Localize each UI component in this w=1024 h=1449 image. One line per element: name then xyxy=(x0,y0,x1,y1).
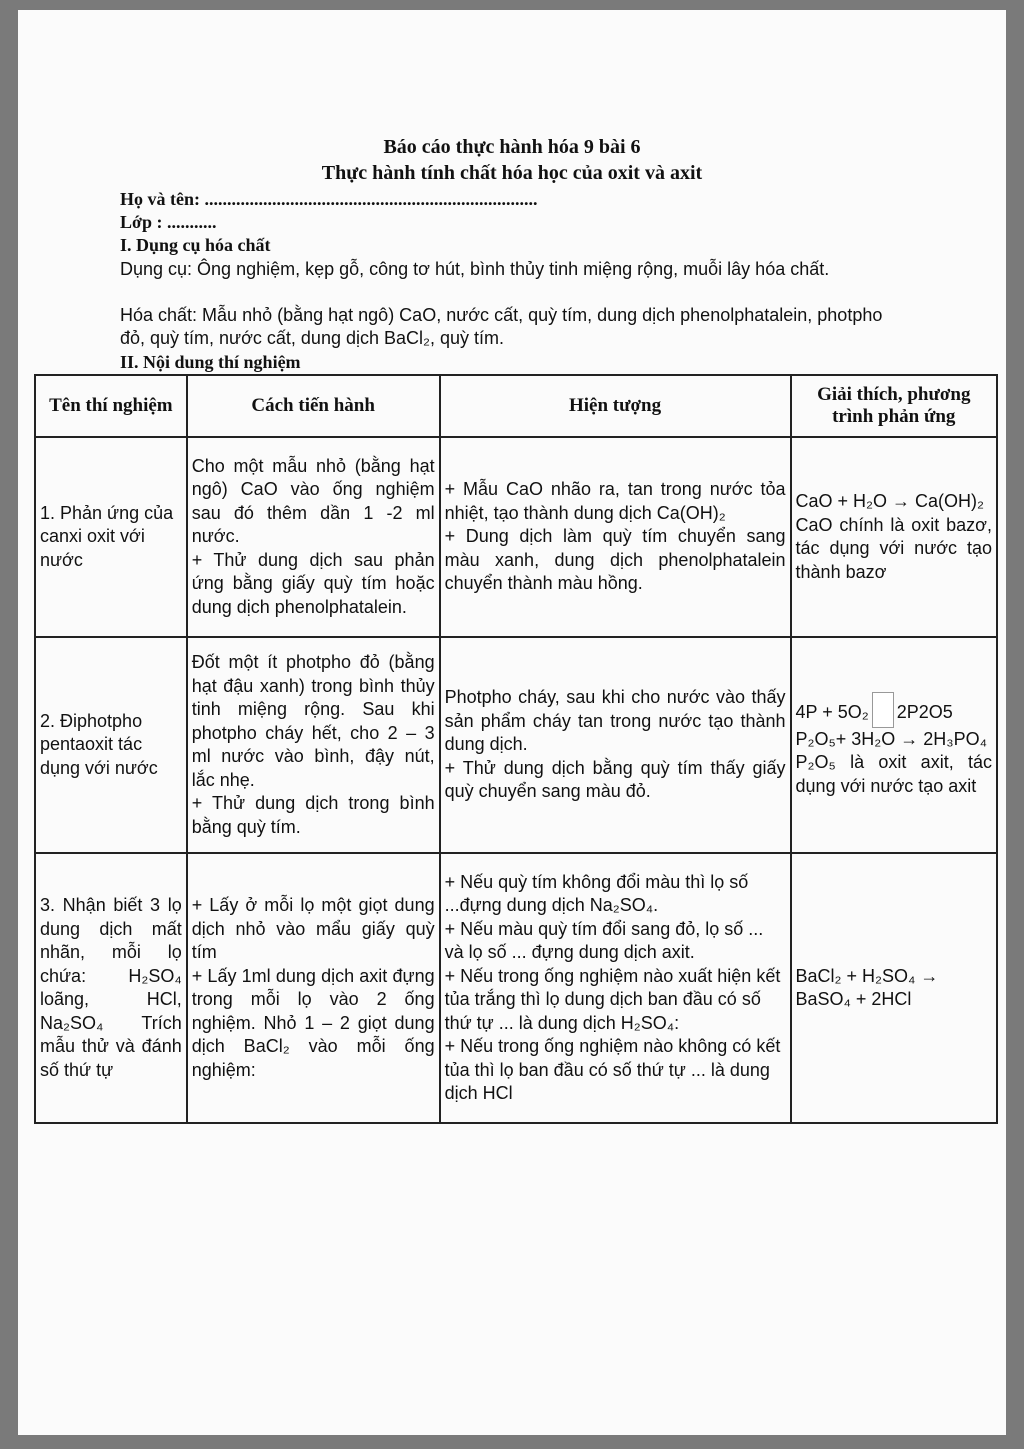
procedure-cell: Cho một mẫu nhỏ (bằng hạt ngô) CaO vào ống nghiệm sau đó thêm dần 1 -2 ml nước. + Thử dung dịch sau phản ứng bằng giấy quỳ tím hoặc dung dịch phenolphatalein. xyxy=(187,437,440,637)
procedure-cell: Đốt một ít photpho đỏ (bằng hạt đậu xanh) trong bình thủy tinh miệng rộng. Sau khi photpho cháy hết, cho 2 – 3 ml nước vào bình, đậy nút, lắc nhẹ. + Thử dung dịch trong bình bằng quỳ tím. xyxy=(187,637,440,853)
table-row xyxy=(35,853,997,1123)
experiment-name-cell: 2. Điphotpho pentaoxit tác dụng với nước xyxy=(35,637,187,853)
header-procedure: Cách tiến hành xyxy=(187,375,440,437)
explanation-cell xyxy=(791,437,997,637)
class-dots: ........... xyxy=(166,212,217,232)
missing-symbol-box xyxy=(872,692,894,728)
experiment-name-cell: 1. Phản ứng của canxi oxit với nước xyxy=(35,437,187,637)
equation-2: P₂O₅+ 3H₂O → 2H₃PO₄ xyxy=(795,728,987,749)
header-experiment-name: Tên thí nghiệm xyxy=(35,375,187,437)
procedure-cell: + Lấy ở mỗi lọ một giọt dung dịch nhỏ vào mẩu giấy quỳ tím + Lấy 1ml dung dịch axit đựng trong mỗi lọ vào 2 ống nghiệm. Nhỏ 1 – 2 giọt dung dịch BaCl₂ vào mỗi ống nghiệm: xyxy=(187,853,440,1123)
explanation-text: CaO chính là oxit bazơ, tác dụng với nước tạo thành bazơ xyxy=(795,514,992,582)
table-header-row xyxy=(35,375,997,437)
section-1-heading: I. Dụng cụ hóa chất xyxy=(120,235,271,255)
equation: CaO + H₂O → Ca(OH)₂ xyxy=(795,491,985,511)
document-page xyxy=(18,10,1006,1435)
header-explanation: Giải thích, phương trình phản ứng xyxy=(791,375,997,437)
explanation-cell xyxy=(791,637,997,853)
table-row xyxy=(35,637,997,853)
chemicals-paragraph: Hóa chất: Mẫu nhỏ (bằng hạt ngô) CaO, nước cất, quỳ tím, dung dịch phenolphatalein, photpho đỏ, quỳ tím, nước cất, dung dịch BaCl₂, quỳ tím. xyxy=(120,305,883,348)
class-field xyxy=(120,211,216,234)
equation xyxy=(796,692,992,728)
experiment-name-cell: 3. Nhận biết 3 lọ dung dịch mất nhãn, mỗi lọ chứa: H₂SO₄ loãng, HCl, Na₂SO₄ Trích mẫu thử và đánh số thứ tự xyxy=(35,853,187,1123)
header-phenomenon: Hiện tượng xyxy=(440,375,791,437)
phenomenon-cell: Photpho cháy, sau khi cho nước vào thấy sản phẩm cháy tan trong nước tạo thành dung dịch. + Thử dung dịch bằng quỳ tím thấy giấy quỳ chuyển sang màu đỏ. xyxy=(440,637,791,853)
report-title: Báo cáo thực hành hóa 9 bài 6 xyxy=(383,136,641,158)
equation-left: 4P + 5O₂ xyxy=(795,701,869,722)
tools-paragraph: Dụng cụ: Ông nghiệm, kẹp gỗ, công tơ hút, bình thủy tinh miệng rộng, muỗi lây hóa chất. xyxy=(120,259,830,279)
section-2-heading: II. Nội dung thí nghiệm xyxy=(120,352,301,372)
name-label: Họ và tên: xyxy=(120,189,200,209)
table-row xyxy=(35,437,997,637)
experiment-table xyxy=(34,374,998,1124)
class-label: Lớp : xyxy=(120,212,163,232)
name-field xyxy=(120,188,538,211)
equation-right: 2P2O5 xyxy=(896,701,953,722)
name-dots: .......................................................................... xyxy=(204,189,538,209)
explanation-cell: BaCl₂ + H₂SO₄ → BaSO₄ + 2HCl xyxy=(791,853,997,1123)
report-subtitle: Thực hành tính chất hóa học của oxit và axit xyxy=(321,162,703,184)
phenomenon-cell: + Nếu quỳ tím không đổi màu thì lọ số ...đựng dung dịch Na₂SO₄. + Nếu màu quỳ tím đổi sang đỏ, lọ số ... và lọ số ... đựng dung dịch axit. + Nếu trong ống nghiệm nào xuất hiện kết tủa trắng thì lọ dung dịch ban đầu có số thứ tự ... là dung dịch H₂SO₄: + Nếu trong ống nghiệm nào không có kết tủa thì lọ ban đầu có số thứ tự ... là dung dịch HCl xyxy=(440,853,791,1123)
explanation-text: P₂O₅ là oxit axit, tác dụng với nước tạo axit xyxy=(795,752,992,796)
phenomenon-cell: + Mẫu CaO nhão ra, tan trong nước tỏa nhiệt, tạo thành dung dịch Ca(OH)₂ + Dung dịch làm quỳ tím chuyển sang màu xanh, dung dịch phenolphatalein chuyển thành màu hồng. xyxy=(440,437,791,637)
